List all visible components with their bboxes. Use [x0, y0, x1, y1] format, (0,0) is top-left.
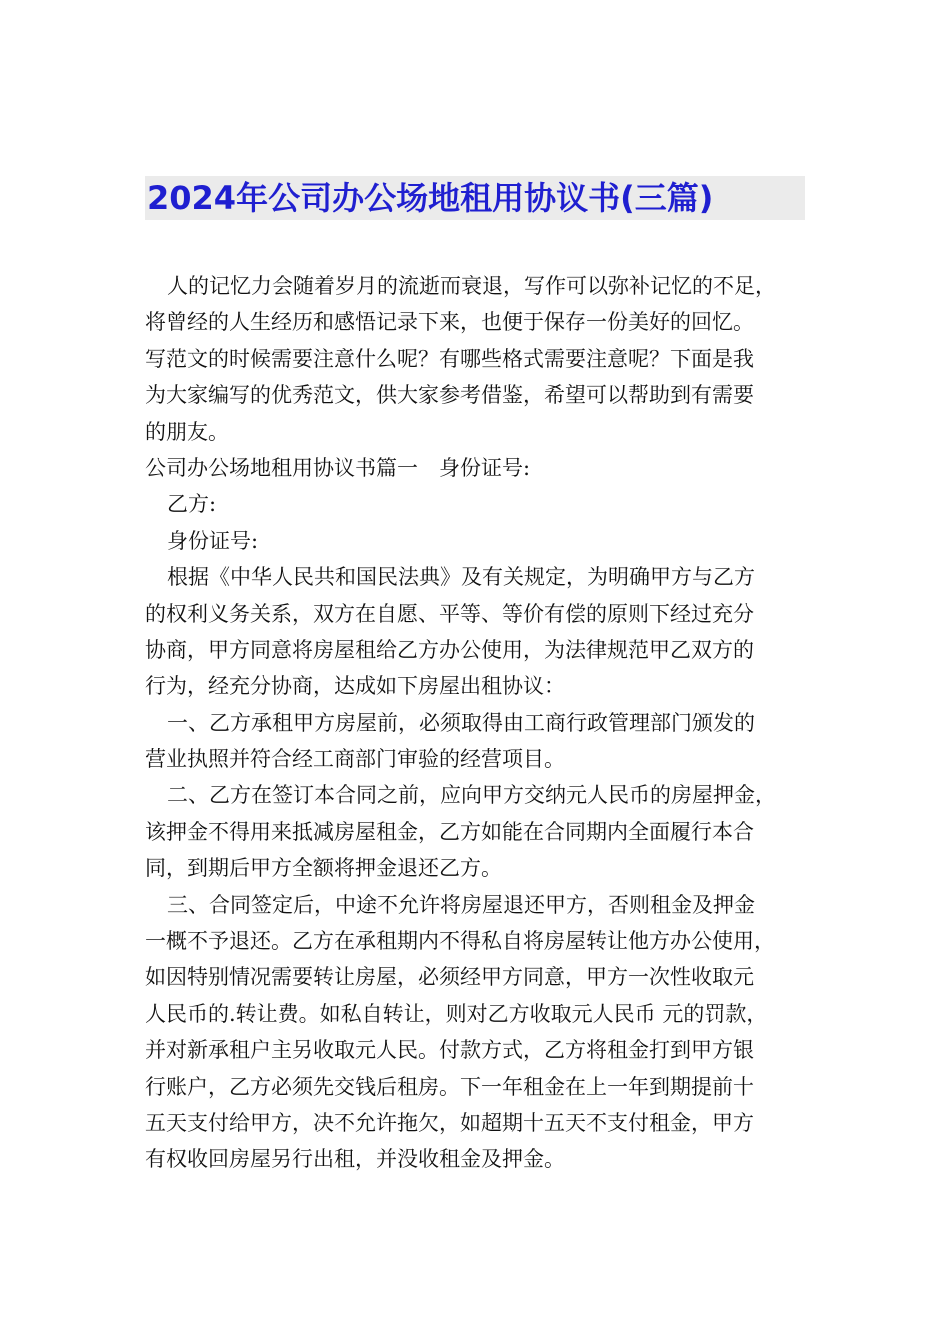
- text-line: 根据《中华人民共和国民法典》及有关规定，为明确甲方与乙方: [167, 565, 755, 590]
- text-line: 乙方:: [167, 492, 217, 517]
- text-line: 协商，甲方同意将房屋租给乙方办公使用，为法律规范甲乙双方的: [145, 637, 754, 662]
- text-line: 的朋友。: [145, 419, 229, 444]
- text-line: 该押金不得用来抵减房屋租金，乙方如能在合同期内全面履行本合: [145, 819, 754, 844]
- text-line: 如因特别情况需要转让房屋，必须经甲方同意，甲方一次性收取元: [145, 965, 754, 990]
- text-line: 并对新承租户主另收取元人民。付款方式，乙方将租金打到甲方银: [145, 1038, 754, 1063]
- text-line: 有权收回房屋另行出租，并没收租金及押金。: [145, 1147, 565, 1172]
- text-line: 写范文的时候需要注意什么呢？有哪些格式需要注意呢？下面是我: [145, 346, 754, 371]
- text-line: 身份证号:: [167, 528, 259, 553]
- text-line: 将曾经的人生经历和感悟记录下来，也便于保存一份美好的回忆。: [145, 310, 754, 335]
- text-line: 行为，经充分协商，达成如下房屋出租协议：: [145, 674, 565, 699]
- text-line: 的权利义务关系，双方在自愿、平等、等价有偿的原则下经过充分: [145, 601, 754, 626]
- document-body: [145, 268, 809, 1178]
- text-line: 人的记忆力会随着岁月的流逝而衰退，写作可以弥补记忆的不足，: [167, 274, 776, 298]
- text-line: 一、乙方承租甲方房屋前，必须取得由工商行政管理部门颁发的: [167, 710, 755, 735]
- text-line: 为大家编写的优秀范文，供大家参考借鉴，希望可以帮助到有需要: [145, 383, 754, 408]
- text-line: 营业执照并符合经工商部门审验的经营项目。: [145, 747, 565, 772]
- title-highlight: [145, 176, 805, 220]
- page-title: 2024年公司办公场地租用协议书(三篇): [147, 179, 714, 217]
- text-line: 同，到期后甲方全额将押金退还乙方。: [145, 856, 502, 881]
- text-line: 行账户，乙方必须先交钱后租房。下一年租金在上一年到期提前十: [145, 1074, 754, 1099]
- text-line: 人民币的.转让费。如私自转让，则对乙方收取元人民币 元的罚款，: [145, 1001, 768, 1026]
- text-line: 三、合同签定后，中途不允许将房屋退还甲方，否则租金及押金: [167, 892, 755, 917]
- text-line: 公司办公场地租用协议书篇一 身份证号:: [145, 455, 531, 480]
- text-line: 一概不予退还。乙方在承租期内不得私自将房屋转让他方办公使用，: [145, 929, 775, 954]
- text-line: 二、乙方在签订本合同之前，应向甲方交纳元人民币的房屋押金，: [167, 783, 776, 808]
- text-line: 五天支付给甲方，决不允许拖欠，如超期十五天不支付租金，甲方: [145, 1110, 754, 1135]
